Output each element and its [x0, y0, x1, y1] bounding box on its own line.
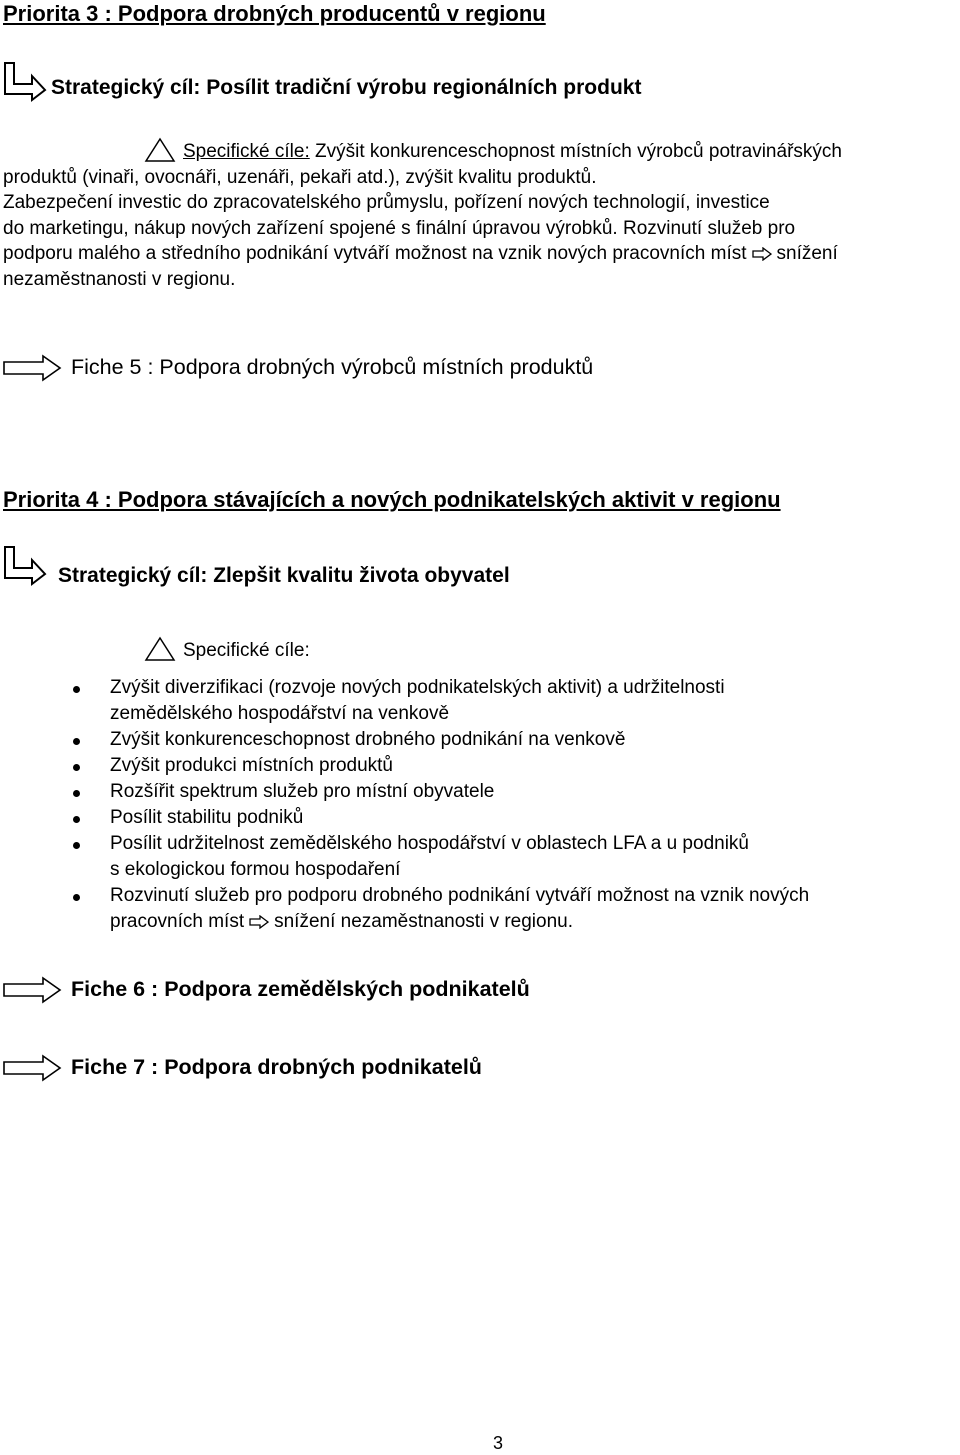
priority3-goal: Strategický cíl: Posílit tradiční výrobu regionálních produkt [51, 76, 642, 99]
specific-goals-list [0, 675, 950, 935]
right-arrow-outline-icon [3, 977, 61, 1003]
bullet-icon [73, 686, 80, 693]
list-item: Rozvinutí služeb pro podporu drobného podnikání vytváří možnost na vznik nových pracovních míst snížení nezaměstnanosti v regionu. [0, 883, 950, 935]
bullet-icon [73, 764, 80, 771]
small-right-arrow-icon [752, 247, 772, 261]
right-arrow-outline-icon [3, 355, 61, 381]
priority4-title: Priorita 4 : Podpora stávajících a nových podnikatelských aktivit v regionu [3, 487, 781, 512]
triangle-icon [145, 637, 175, 661]
list-item: Posílit udržitelnost zemědělského hospodářství v oblastech LFA a u podniků s ekologickou formou hospodaření [0, 831, 950, 883]
fiche7-label: Fiche 7 : Podpora drobných podnikatelů [71, 1055, 482, 1079]
list-item: Zvýšit diverzifikaci (rozvoje nových podnikatelských aktivit) a udržitelnosti zemědělského hospodářství na venkově [0, 675, 950, 727]
specific-goals-label: Specifické cíle: [183, 141, 310, 162]
fiche5-label: Fiche 5 : Podpora drobných výrobců místních produktů [71, 355, 594, 379]
list-item: Posílit stabilitu podniků [0, 805, 950, 831]
priority3-description: Specifické cíle: Zvýšit konkurenceschopnost místních výrobců potravinářských produktů (vinaři, ovocnáři, uzenáři, pekaři atd.), zvýšit kvalitu produktů. Zabezpečení investic do zpracovatelského průmyslu, pořízení nových technologií, investice do marketingu, nákup nových zařízení spojené s finální úpravou výrobků. Rozvinutí služeb pro podporu malého a středního podnikání vytváří možnost na vznik nových pracovních míst snížení nezaměstnanosti v regionu. [3, 141, 842, 290]
turn-right-arrow-icon [4, 546, 46, 586]
list-item: Zvýšit konkurenceschopnost drobného podnikání na venkově [0, 727, 950, 753]
bullet-icon [73, 816, 80, 823]
fiche6-label: Fiche 6 : Podpora zemědělských podnikatelů [71, 977, 530, 1001]
priority3-title: Priorita 3 : Podpora drobných producentů v regionu [3, 1, 546, 26]
right-arrow-outline-icon [3, 1055, 61, 1081]
list-item: Rozšířit spektrum služeb pro místní obyvatele [0, 779, 950, 805]
priority4-goal: Strategický cíl: Zlepšit kvalitu života obyvatel [58, 564, 510, 587]
specific-goals-label: Specifické cíle: [183, 640, 310, 661]
bullet-icon [73, 842, 80, 849]
turn-right-arrow-icon [4, 62, 46, 102]
page-number: 3 [492, 1433, 503, 1453]
bullet-icon [73, 738, 80, 745]
bullet-icon [73, 894, 80, 901]
bullet-icon [73, 790, 80, 797]
small-right-arrow-icon [249, 915, 269, 929]
list-item: Zvýšit produkci místních produktů [0, 753, 950, 779]
